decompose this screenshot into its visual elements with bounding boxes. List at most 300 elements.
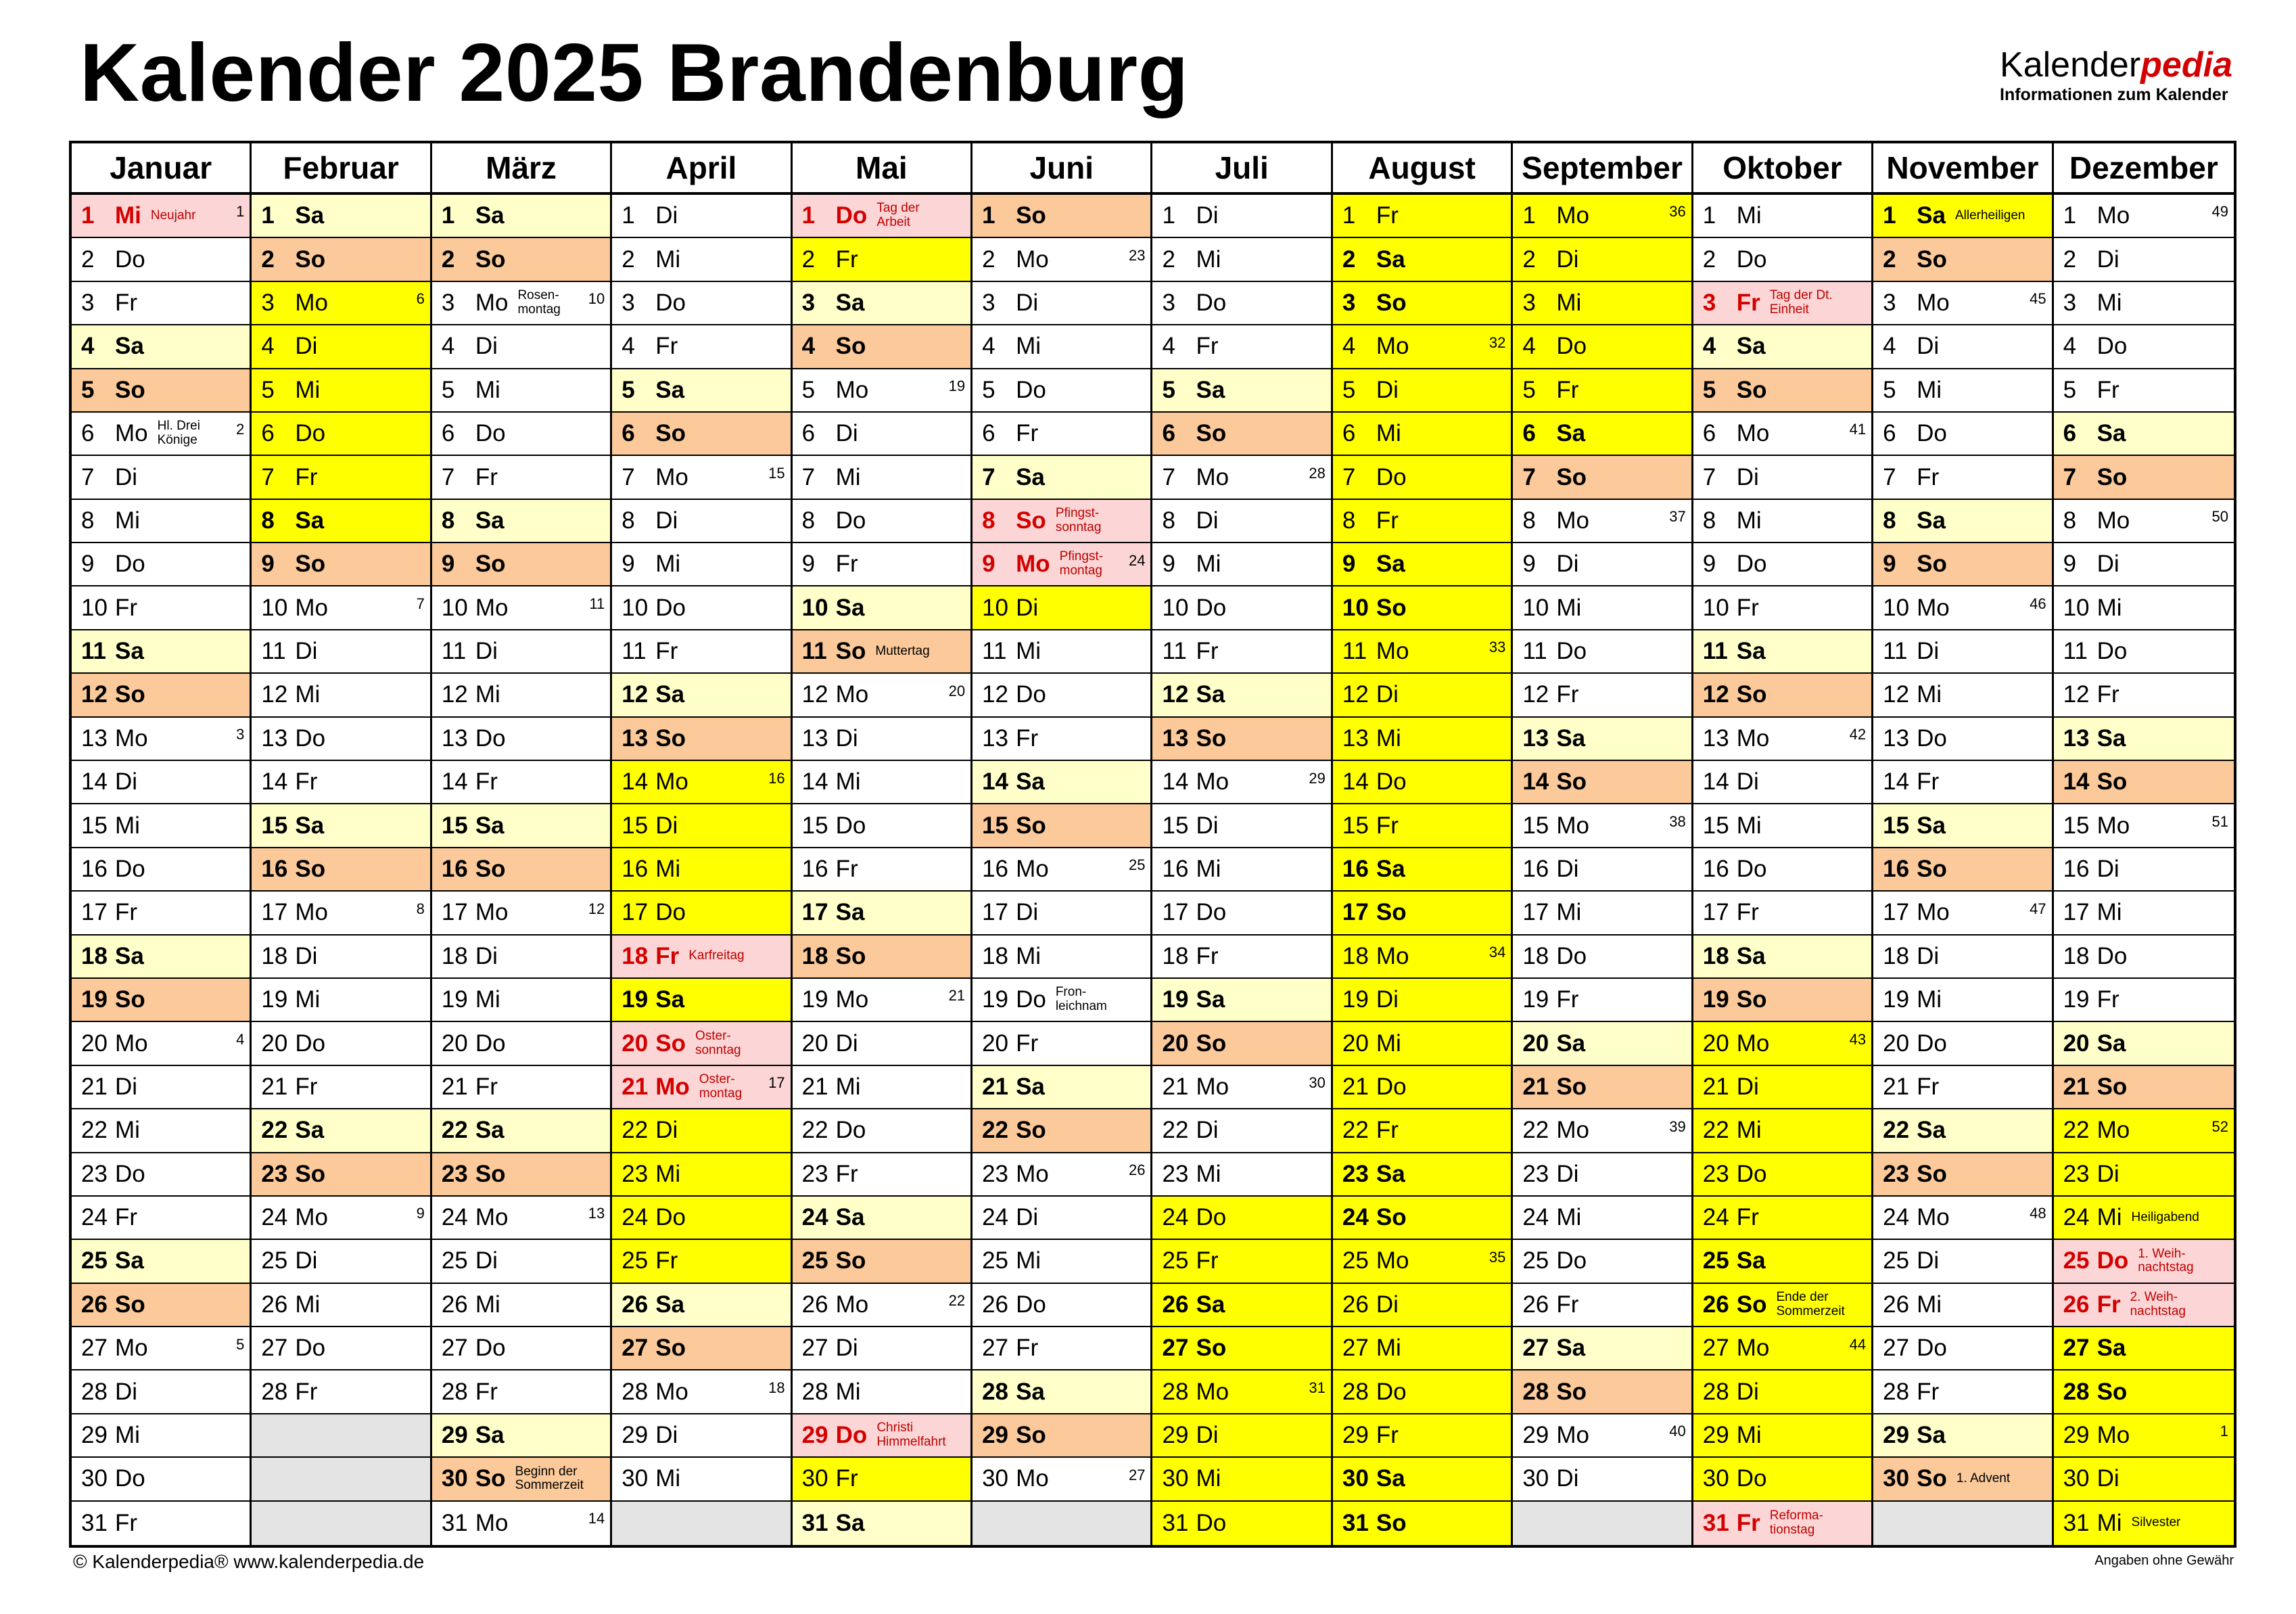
day-number: 11 (982, 638, 1007, 665)
day-number: 14 (982, 768, 1009, 796)
day-number: 5 (622, 376, 635, 403)
holiday-label: Tag der Dt. Einheit (1769, 288, 1833, 317)
weekday-label: Mi (295, 1291, 321, 1318)
day-number: 4 (441, 333, 455, 360)
day-number: 13 (1162, 724, 1189, 752)
day-number: 3 (261, 289, 275, 316)
day-cell (1513, 456, 1693, 499)
day-cell (252, 586, 431, 630)
day-number: 13 (2063, 724, 2090, 752)
day-cell (612, 718, 792, 761)
weekday-label: Mo (115, 1030, 148, 1057)
weekday-label: Sa (1736, 1247, 1766, 1274)
weekday-label: Do (115, 855, 145, 882)
week-number: 9 (416, 1205, 425, 1222)
day-number: 26 (982, 1291, 1009, 1318)
day-number: 13 (1342, 724, 1369, 752)
day-cell (72, 238, 252, 281)
weekday-label: Di (115, 1073, 138, 1100)
day-cell (1873, 1370, 2053, 1414)
day-number: 14 (2063, 768, 2090, 796)
day-cell (2054, 369, 2234, 413)
day-cell (1693, 543, 1873, 586)
day-cell (1873, 892, 2053, 935)
day-number: 26 (1883, 1291, 1910, 1318)
day-number: 5 (1342, 376, 1356, 403)
weekday-label: Sa (1376, 855, 1405, 882)
weekday-label: Mi (115, 507, 140, 534)
day-number: 24 (1342, 1204, 1369, 1231)
day-number: 24 (1522, 1204, 1549, 1231)
day-number: 14 (261, 768, 288, 796)
weekday-label: Mi (655, 1465, 681, 1492)
day-number: 22 (1883, 1117, 1910, 1144)
day-number: 5 (1883, 376, 1896, 403)
day-cell (612, 282, 792, 325)
day-number: 8 (1883, 507, 1896, 534)
day-cell (973, 1458, 1152, 1501)
day-cell (793, 674, 973, 717)
day-number: 11 (1702, 638, 1728, 665)
day-number: 29 (982, 1422, 1009, 1449)
day-number: 9 (1342, 551, 1356, 578)
day-number: 28 (81, 1378, 108, 1405)
day-number: 24 (982, 1204, 1009, 1231)
day-cell (1693, 1370, 1873, 1414)
day-number: 22 (1702, 1117, 1729, 1144)
empty-day-cell (1513, 1502, 1693, 1545)
day-cell (432, 1240, 612, 1283)
brand-name (2000, 47, 2232, 83)
day-cell (432, 1327, 612, 1370)
day-cell (1152, 1458, 1332, 1501)
calendar-grid (69, 141, 2236, 1548)
weekday-label: Do (1556, 638, 1587, 665)
day-cell (2054, 238, 2234, 281)
day-cell (72, 630, 252, 674)
weekday-label: Sa (835, 899, 865, 926)
weekday-label: Mi (295, 376, 321, 403)
day-cell (72, 1022, 252, 1065)
weekday-label: Fr (1196, 638, 1219, 665)
day-cell (973, 413, 1152, 456)
day-cell (973, 456, 1152, 499)
day-number: 3 (1522, 289, 1536, 316)
day-cell (793, 1109, 973, 1153)
day-cell (612, 543, 792, 586)
month-header: März (432, 143, 612, 195)
day-number: 5 (801, 376, 816, 403)
weekday-label: So (655, 420, 686, 447)
day-cell (1513, 413, 1693, 456)
holiday-label: Karfreitag (688, 948, 745, 963)
week-number: 25 (1129, 856, 1146, 874)
day-number: 20 (261, 1030, 288, 1057)
day-cell (973, 500, 1152, 543)
weekday-label: So (1736, 681, 1767, 708)
weekday-label: Do (295, 1335, 326, 1362)
weekday-label: Do (1736, 246, 1767, 273)
day-cell (252, 543, 431, 586)
day-number: 16 (261, 855, 288, 882)
day-cell (432, 413, 612, 456)
day-number: 18 (622, 942, 649, 969)
day-cell (2054, 1458, 2234, 1501)
day-number: 6 (1162, 420, 1175, 447)
day-number: 20 (2063, 1030, 2090, 1057)
weekday-label: Fr (835, 246, 858, 273)
day-number: 6 (622, 420, 635, 447)
day-number: 14 (81, 768, 108, 796)
day-cell (1873, 500, 2053, 543)
day-cell (1513, 1153, 1693, 1197)
day-cell (1152, 1153, 1332, 1197)
day-number: 18 (982, 942, 1009, 969)
day-number: 27 (2063, 1335, 2090, 1362)
day-cell (432, 1109, 612, 1153)
weekday-label: Mi (1917, 986, 1942, 1013)
month-header: Dezember (2054, 143, 2234, 195)
day-cell (1152, 456, 1332, 499)
weekday-label: Mo (1016, 1160, 1049, 1187)
weekday-label: Mi (1016, 333, 1041, 360)
brand-logo[interactable] (2000, 47, 2232, 105)
empty-day-cell (252, 1502, 431, 1545)
day-number: 6 (2063, 420, 2077, 447)
weekday-label: Mo (655, 1073, 690, 1100)
day-cell (72, 413, 252, 456)
day-number: 19 (1342, 986, 1369, 1013)
day-cell (1333, 456, 1513, 499)
weekday-label: Fr (835, 855, 858, 882)
day-number: 6 (81, 420, 95, 447)
weekday-label: So (115, 681, 145, 708)
day-cell (1873, 761, 2053, 804)
week-number: 26 (1129, 1161, 1146, 1178)
week-number: 37 (1669, 508, 1686, 526)
day-number: 7 (982, 463, 995, 490)
event-label: Allerheiligen (1954, 208, 2025, 223)
month-header: November (1873, 143, 2053, 195)
day-cell (72, 369, 252, 413)
day-cell (612, 500, 792, 543)
day-number: 9 (441, 551, 455, 578)
weekday-label: Mo (475, 899, 509, 926)
day-number: 5 (1162, 376, 1175, 403)
day-number: 10 (622, 594, 649, 621)
day-cell (793, 1327, 973, 1370)
day-number: 13 (1522, 724, 1549, 752)
weekday-label: Do (1376, 1073, 1407, 1100)
day-number: 31 (81, 1509, 108, 1536)
day-number: 12 (1883, 681, 1910, 708)
weekday-label: Mi (2096, 1509, 2122, 1536)
weekday-label: Mo (655, 463, 688, 490)
day-number: 3 (81, 289, 95, 316)
day-number: 15 (81, 812, 108, 839)
week-number: 39 (1669, 1117, 1686, 1135)
day-cell (2054, 979, 2234, 1022)
day-cell (252, 413, 431, 456)
day-number: 19 (801, 986, 828, 1013)
day-cell (793, 586, 973, 630)
weekday-label: So (1196, 1335, 1227, 1362)
weekday-label: Do (115, 551, 145, 578)
weekday-label: Mi (1196, 551, 1221, 578)
day-cell (1513, 674, 1693, 717)
week-number: 13 (588, 1205, 605, 1222)
weekday-label: Do (1917, 1030, 1947, 1057)
day-cell (1513, 543, 1693, 586)
day-number: 10 (81, 594, 108, 621)
weekday-label: Mi (655, 1160, 681, 1187)
day-number: 20 (1883, 1030, 1910, 1057)
weekday-label: Fr (1376, 507, 1399, 534)
day-number: 3 (1883, 289, 1896, 316)
day-number: 29 (1342, 1422, 1369, 1449)
day-cell (1513, 892, 1693, 935)
week-number: 38 (1669, 812, 1686, 830)
weekday-label: Di (2096, 855, 2119, 882)
day-cell (1513, 1197, 1693, 1240)
day-number: 14 (801, 768, 828, 796)
day-number: 25 (801, 1247, 828, 1274)
weekday-label: Mo (295, 1204, 329, 1231)
weekday-label: Di (475, 942, 498, 969)
day-number: 3 (1342, 289, 1356, 316)
weekday-label: So (655, 1030, 686, 1057)
weekday-label: Di (655, 507, 678, 534)
day-cell (1152, 674, 1332, 717)
weekday-label: Do (1016, 986, 1046, 1013)
weekday-label: Mi (1917, 681, 1942, 708)
weekday-label: So (1736, 986, 1767, 1013)
weekday-label: Di (1736, 1378, 1759, 1405)
day-cell (793, 1197, 973, 1240)
weekday-label: Di (295, 942, 318, 969)
weekday-label: Mi (475, 986, 500, 1013)
weekday-label: Mi (1556, 594, 1582, 621)
weekday-label: So (475, 246, 506, 273)
day-number: 20 (1342, 1030, 1369, 1057)
weekday-label: So (295, 1160, 326, 1187)
weekday-label: So (1376, 899, 1407, 926)
weekday-label: So (2096, 463, 2128, 490)
weekday-label: Sa (655, 986, 685, 1013)
day-cell (1333, 674, 1513, 717)
day-cell (973, 630, 1152, 674)
weekday-label: Sa (1736, 638, 1766, 665)
day-cell (973, 848, 1152, 892)
day-cell (2054, 804, 2234, 848)
day-cell (973, 238, 1152, 281)
day-number: 6 (1342, 420, 1356, 447)
day-cell (973, 718, 1152, 761)
day-cell (2054, 1414, 2234, 1458)
weekday-label: Sa (295, 1117, 325, 1144)
day-cell (1693, 1284, 1873, 1327)
week-number: 43 (1849, 1030, 1867, 1048)
weekday-label: Do (1196, 1204, 1227, 1231)
day-number: 31 (441, 1509, 468, 1536)
day-number: 12 (1702, 681, 1729, 708)
day-cell (72, 500, 252, 543)
weekday-label: So (1556, 463, 1587, 490)
day-cell (252, 804, 431, 848)
weekday-label: Sa (1376, 551, 1405, 578)
weekday-label: Di (1376, 681, 1399, 708)
day-cell (793, 761, 973, 804)
day-number: 20 (982, 1030, 1009, 1057)
day-number: 17 (622, 899, 649, 926)
weekday-label: Mi (1556, 899, 1582, 926)
day-cell (432, 500, 612, 543)
weekday-label: So (115, 1291, 145, 1318)
weekday-label: Mi (1196, 1160, 1221, 1187)
day-number: 4 (622, 333, 635, 360)
weekday-label: Mo (835, 1291, 869, 1318)
weekday-label: Sa (2096, 420, 2126, 447)
day-cell (612, 1370, 792, 1414)
day-number: 5 (81, 376, 95, 403)
day-number: 7 (261, 463, 275, 490)
day-cell (72, 456, 252, 499)
day-cell (1873, 238, 2053, 281)
day-cell (1873, 1197, 2053, 1240)
weekday-label: Fr (1556, 986, 1579, 1013)
weekday-label: Di (295, 333, 318, 360)
day-number: 22 (441, 1117, 468, 1144)
weekday-label: Fr (115, 899, 138, 926)
day-number: 3 (441, 289, 455, 316)
day-cell (1873, 1109, 2053, 1153)
weekday-label: Mi (1376, 724, 1401, 752)
day-cell (612, 369, 792, 413)
day-cell (1152, 1414, 1332, 1458)
day-cell (973, 979, 1152, 1022)
day-number: 7 (1522, 463, 1536, 490)
weekday-label: Fr (1736, 594, 1759, 621)
day-cell (1513, 1458, 1693, 1501)
day-number: 27 (1342, 1335, 1369, 1362)
day-number: 16 (81, 855, 108, 882)
weekday-label: Mo (835, 681, 869, 708)
day-cell (793, 630, 973, 674)
weekday-label: Mo (1736, 420, 1770, 447)
weekday-label: So (835, 1247, 866, 1274)
weekday-label: Mo (475, 594, 509, 621)
weekday-label: Mo (115, 1335, 148, 1362)
day-cell (1333, 1414, 1513, 1458)
week-number: 16 (768, 769, 785, 787)
day-number: 23 (982, 1160, 1009, 1187)
weekday-label: Do (1016, 1291, 1046, 1318)
day-cell (1152, 325, 1332, 369)
weekday-label: Mi (1196, 246, 1221, 273)
week-number: 20 (948, 682, 966, 699)
day-number: 2 (1162, 246, 1175, 273)
day-number: 9 (982, 551, 995, 578)
weekday-label: Sa (835, 594, 865, 621)
day-cell (1152, 1066, 1332, 1109)
holiday-label: Reforma- tionstag (1769, 1508, 1823, 1537)
day-number: 18 (261, 942, 288, 969)
day-number: 1 (1702, 202, 1716, 229)
weekday-label: Fr (2096, 986, 2119, 1013)
week-number: 36 (1669, 203, 1686, 221)
week-number: 22 (948, 1292, 966, 1310)
weekday-label: Di (2096, 1160, 2119, 1187)
week-number: 30 (1309, 1074, 1326, 1092)
day-cell (1152, 1502, 1332, 1545)
day-cell (252, 1284, 431, 1327)
day-number: 12 (982, 681, 1009, 708)
day-cell (432, 238, 612, 281)
day-number: 27 (261, 1335, 288, 1362)
empty-day-cell (973, 1502, 1152, 1545)
day-number: 15 (261, 812, 288, 839)
weekday-label: Mo (1736, 1030, 1770, 1057)
weekday-label: Do (1556, 333, 1587, 360)
weekday-label: Sa (2096, 724, 2126, 752)
day-number: 18 (2063, 942, 2090, 969)
weekday-label: Do (475, 1335, 506, 1362)
day-cell (612, 1066, 792, 1109)
weekday-label: Fr (655, 1247, 678, 1274)
day-number: 10 (261, 594, 288, 621)
day-cell (612, 979, 792, 1022)
weekday-label: So (1917, 246, 1947, 273)
day-cell (1693, 586, 1873, 630)
day-cell (2054, 1022, 2234, 1065)
day-cell (432, 1153, 612, 1197)
day-number: 30 (1702, 1465, 1729, 1492)
day-number: 28 (1522, 1378, 1549, 1405)
weekday-label: So (295, 551, 326, 578)
day-number: 23 (1342, 1160, 1369, 1187)
weekday-label: Di (475, 333, 498, 360)
day-number: 9 (81, 551, 95, 578)
weekday-label: Fr (655, 942, 680, 969)
day-cell (72, 1502, 252, 1545)
weekday-label: Fr (115, 594, 138, 621)
day-number: 20 (1522, 1030, 1549, 1057)
day-cell (793, 195, 973, 238)
day-cell (1873, 413, 2053, 456)
day-cell (2054, 1240, 2234, 1283)
day-number: 4 (982, 333, 995, 360)
weekday-label: Sa (2096, 1335, 2126, 1362)
day-number: 29 (2063, 1422, 2090, 1449)
day-cell (72, 1109, 252, 1153)
day-cell (252, 456, 431, 499)
day-cell (612, 892, 792, 935)
weekday-label: Di (835, 1335, 858, 1362)
day-cell (1873, 282, 2053, 325)
weekday-label: Sa (2096, 1030, 2126, 1057)
day-number: 18 (1883, 942, 1910, 969)
day-number: 27 (441, 1335, 468, 1362)
day-cell (72, 936, 252, 979)
day-number: 15 (1522, 812, 1549, 839)
weekday-label: Fr (1376, 812, 1399, 839)
day-number: 28 (622, 1378, 649, 1405)
day-cell (1873, 1153, 2053, 1197)
day-number: 12 (441, 681, 468, 708)
day-number: 15 (2063, 812, 2090, 839)
weekday-label: Fr (1736, 1204, 1759, 1231)
day-number: 5 (1522, 376, 1536, 403)
